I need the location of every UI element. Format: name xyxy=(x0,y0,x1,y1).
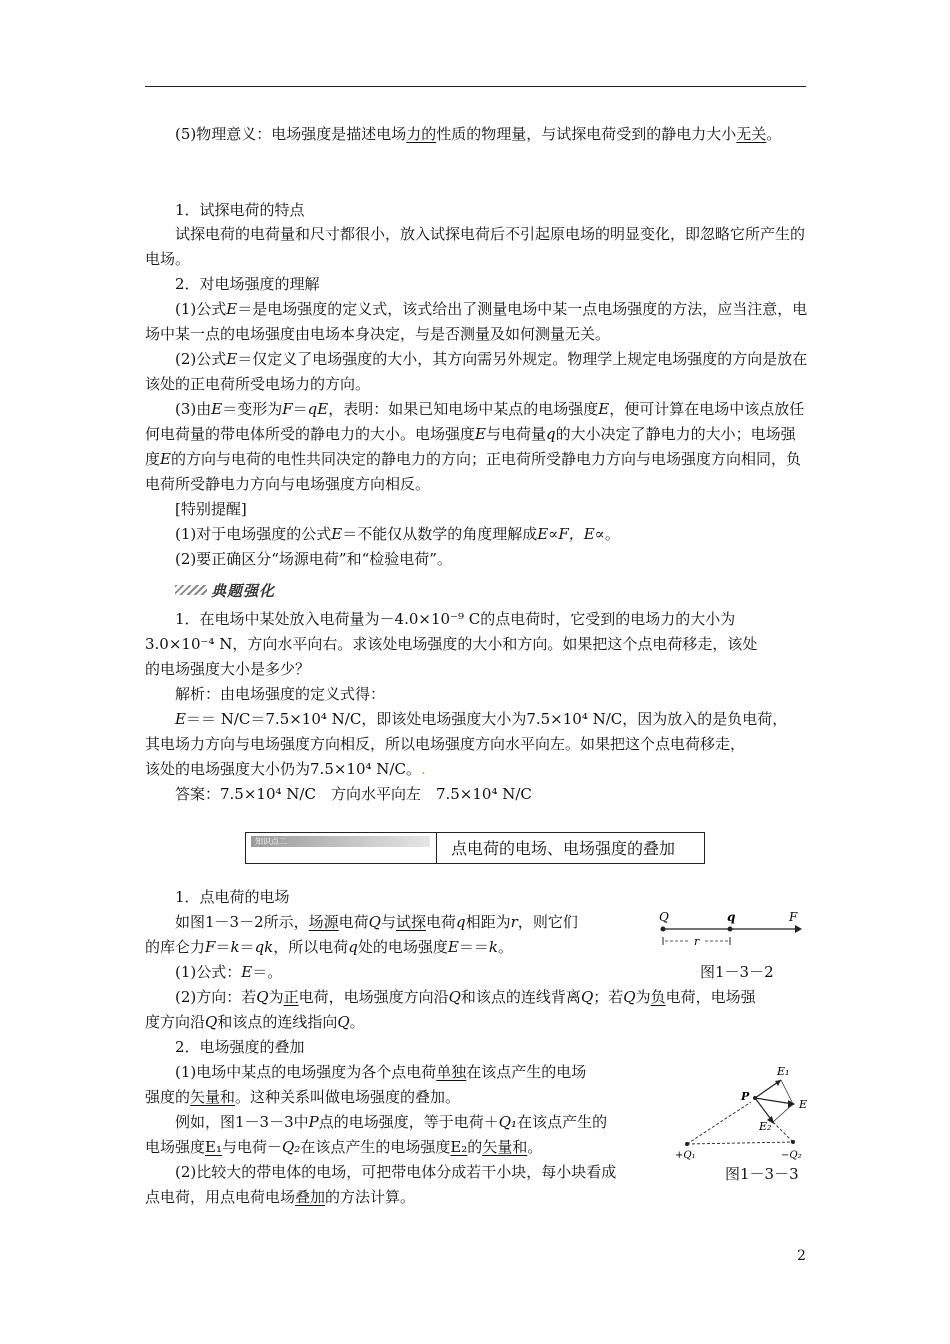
fig133-label-E1: E₁ xyxy=(777,1065,790,1078)
point-charge-formula: (1)公式：E＝。 xyxy=(175,963,283,981)
example-line-3: 的电场强度大小是多少？ xyxy=(145,660,311,678)
figure-caption-1-3-2: 图1－3－2 xyxy=(700,963,774,981)
fig133-line-E2-Q2 xyxy=(773,1122,793,1142)
figure-caption-1-3-3: 图1－3－3 xyxy=(725,1165,799,1183)
figure-superposition-diagram xyxy=(675,1062,820,1162)
knowledge-point-tag: 知识点二 xyxy=(251,836,430,847)
header-rule xyxy=(145,86,806,87)
banner-text: 典题强化 xyxy=(211,582,276,600)
superposition-line-1: (1)电场中某点的电场强度为各个点电荷单独在该点产生的电场 xyxy=(175,1063,587,1081)
section-title-test-charge: 1．试探电荷的特点 xyxy=(175,201,305,219)
fig133-line-Q1-P xyxy=(687,1102,751,1144)
fig133-vector-E xyxy=(755,1098,793,1104)
paragraph-direction: (2)公式E＝仅定义了电场强度的大小，其方向需另外规定。物理学上规定电场强度的方向是放在该处的正电荷所受电场力的方向。 xyxy=(145,350,808,393)
fig132-label-r: r xyxy=(694,935,700,948)
paragraph-physical-meaning: (5)物理意义：电场强度是描述电场力的性质的物理量，与试探电荷受到的静电力大小无关。 xyxy=(175,125,782,143)
tip-title: [特别提醒] xyxy=(175,500,247,518)
fig133-label-E: E xyxy=(799,1098,808,1111)
page-number: 2 xyxy=(797,1248,806,1264)
section-title-superposition: 2．电场强度的叠加 xyxy=(175,1038,305,1056)
superposition-line-5: (2)比较大的带电体的电场，可把带电体分成若干小块，每小块看成 xyxy=(175,1163,617,1181)
fig133-label-plus-Q1: +Q₁ xyxy=(675,1150,696,1161)
superposition-line-6: 点电荷，用点电荷电场叠加的方法计算。 xyxy=(145,1188,416,1206)
banner-stripes xyxy=(175,585,207,595)
point-charge-direction-1: (2)方向：若Q为正电荷，电场强度方向沿Q和该点的连线背离Q；若Q为负电荷，电场强 xyxy=(175,988,756,1006)
figure-point-charge-diagram xyxy=(655,905,805,955)
paragraph-test-charge: 试探电荷的电荷量和尺寸都很小，放入试探电荷后不引起原电场的明显变化，即忽略它所产生的电场。 xyxy=(145,225,806,268)
paragraph-definition: (1)公式E＝是电场强度的定义式，该式给出了测量电场中某一点电场强度的方法，应当注意，电场中某一点的电场强度由电场本身决定，与是否测量及如何测量无关。 xyxy=(145,300,808,343)
tip-1: (1)对于电场强度的公式E＝不能仅从数学的角度理解成E∝F，E∝。 xyxy=(175,525,620,543)
superposition-line-3: 例如，图1－3－3中P点的电场强度，等于电荷＋Q₁在该点产生的 xyxy=(175,1113,608,1131)
example-solution-intro: 解析：由电场强度的定义式得： xyxy=(175,685,386,703)
section-title-point-charge: 1．点电荷的电场 xyxy=(175,888,290,906)
fig133-parallelogram-side-1 xyxy=(781,1080,793,1104)
example-line-1: 1．在电场中某处放入电荷量为－4.0×10⁻⁹ C的点电荷时，它受到的电场力的大小为 xyxy=(175,610,736,628)
example-solution-line-3: 该处的电场强度大小仍为7.5×10⁴ N/C。. xyxy=(145,760,426,778)
fig133-label-E2: E₂ xyxy=(759,1120,772,1133)
example-solution-line-1: E＝＝ N/C＝7.5×10⁴ N/C，即该处电场强度大小为7.5×10⁴ N/C，因为放入的是负电荷， xyxy=(175,710,788,728)
fig133-point-P xyxy=(753,1096,757,1100)
section-title-field-strength: 2．对电场强度的理解 xyxy=(175,275,320,293)
point-charge-line-2: 的库仑力F＝k＝qk，所以电荷q处的电场强度E＝＝k。 xyxy=(145,938,513,956)
fig132-label-q: q xyxy=(727,910,736,924)
tip-2: (2)要正确区分“场源电荷”和“检验电荷”。 xyxy=(175,550,452,568)
example-banner xyxy=(175,580,375,600)
example-solution-line-2: 其电场力方向与电场强度方向相反，所以电场强度方向水平向左。如果把这个点电荷移走， xyxy=(145,735,746,753)
superposition-line-2: 强度的矢量和。这种关系叫做电场强度的叠加。 xyxy=(145,1088,461,1106)
fig132-arrowhead xyxy=(795,925,802,933)
fig133-label-P: P xyxy=(741,1090,750,1103)
fig132-label-F: F xyxy=(789,910,798,924)
knowledge-point-box xyxy=(245,832,705,864)
fig132-source-charge-dot xyxy=(661,927,666,932)
fig133-line-Q1-Q2 xyxy=(687,1142,793,1144)
knowledge-point-title: 点电荷的电场、电场强度的叠加 xyxy=(451,839,676,858)
fig133-charge-Q1 xyxy=(685,1142,689,1146)
fig132-label-Q: Q xyxy=(659,910,669,924)
fig133-charge-Q2 xyxy=(791,1140,795,1144)
point-charge-direction-2: 度方向沿Q和该点的连线指向Q。 xyxy=(145,1013,365,1031)
superposition-line-4: 电场强度E₁与电荷－Q₂在该点产生的电场强度E₂的矢量和。 xyxy=(145,1138,543,1156)
point-charge-line-1: 如图1－3－2所示，场源电荷Q与试探电荷q相距为r，则它们 xyxy=(175,913,578,931)
fig132-test-charge-dot xyxy=(728,927,733,932)
paragraph-force-relation: (3)由E＝变形为F＝qE，表明：如果已知电场中某点的电场强度E，便可计算在电场中该点放任何电荷量的带电体所受的静电力的大小。电场强度E与电荷量q的大小决定了静电力的大小；电场强度E的方向与电荷的电性共同决定的静电力的方向；正电荷所受静电力方向与电场强度方向相同，负电荷所受静电力方向与电场强度方向相反。 xyxy=(145,400,805,493)
fig133-label-minus-Q2: −Q₂ xyxy=(781,1150,802,1161)
fig133-parallelogram-side-2 xyxy=(773,1104,793,1122)
example-answer: 答案：7.5×10⁴ N/C 方向水平向左 7.5×10⁴ N/C xyxy=(175,785,532,803)
knowledge-point-label xyxy=(246,833,437,863)
example-line-2: 3.0×10⁻⁴ N，方向水平向右。求该处电场强度的大小和方向。如果把这个点电荷移走，该处 xyxy=(145,635,758,653)
